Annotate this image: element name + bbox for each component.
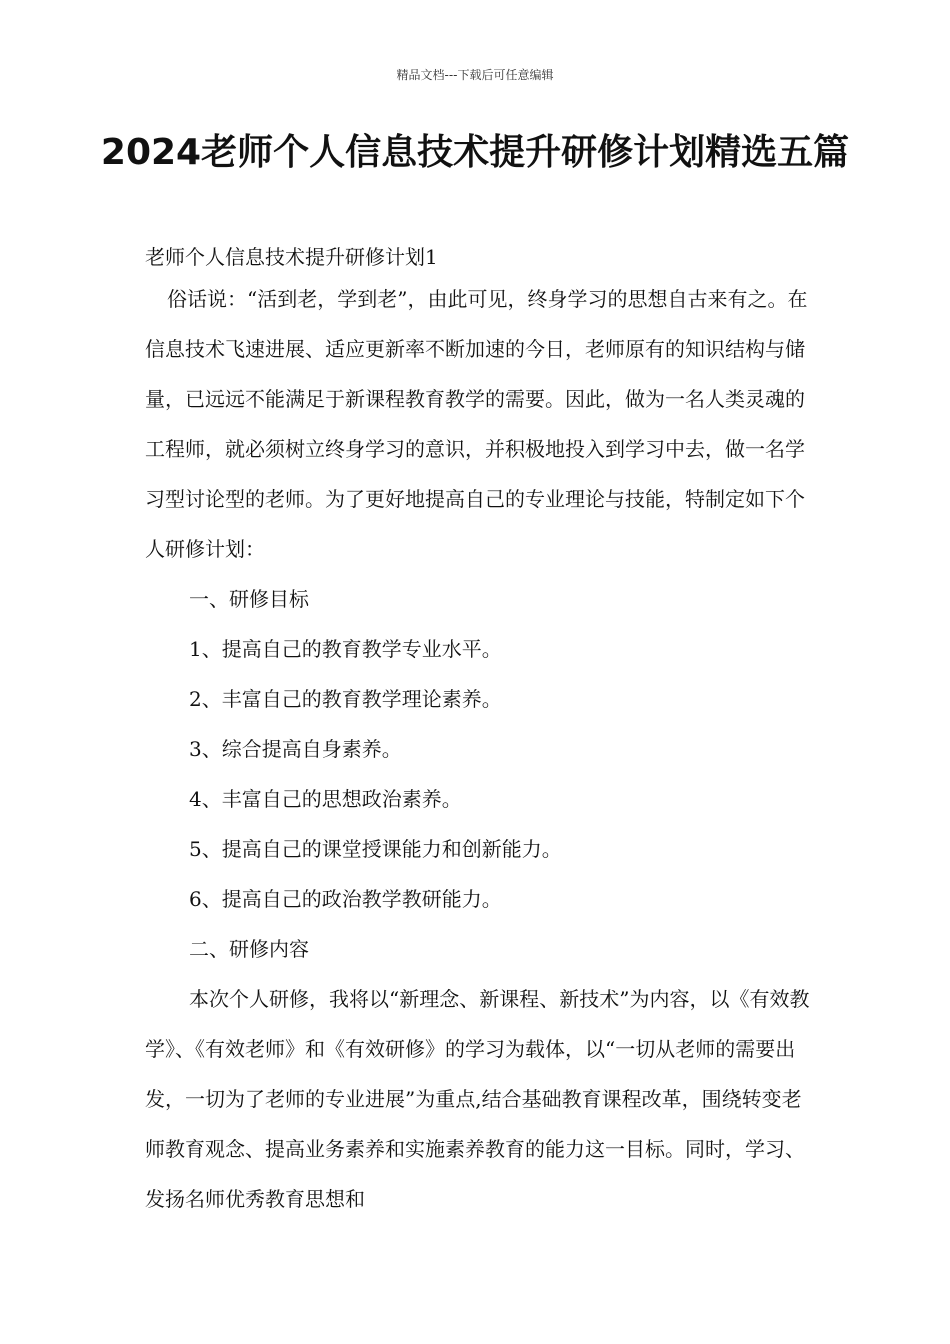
goals-section <box>145 574 815 974</box>
goal-item: 2、丰富自己的教育教学理论素养。 <box>189 687 502 711</box>
goal-item: 4、丰富自己的思想政治素养。 <box>189 787 462 811</box>
document-subtitle: 老师个人信息技术提升研修计划1 <box>145 245 438 269</box>
goal-item: 1、提高自己的教育教学专业水平。 <box>189 637 502 661</box>
goal-item: 5、提高自己的课堂授课能力和创新能力。 <box>189 837 562 861</box>
document-title: 2024老师个人信息技术提升研修计划精选五篇 <box>100 132 850 173</box>
goal-item: 6、提高自己的政治教学教研能力。 <box>189 887 502 911</box>
content-paragraph: 本次个人研修，我将以“新理念、新课程、新技术”为内容，以《有效教学》、《有效老师》和《有效研修》的学习为载体，以“一切从老师的需要出发，一切为了老师的专业进展”为重点,结合基础教育课程改革，围绕转变老师教育观念、提高业务素养和实施素养教育的能力这一目标。同时，学习、发扬名师优秀教育思想和 <box>145 987 810 1211</box>
goal-item: 3、综合提高自身素养。 <box>189 737 402 761</box>
section-heading-goals: 一、研修目标 <box>189 587 309 611</box>
intro-paragraph: 俗话说：“活到老，学到老”，由此可见，终身学习的思想自古来有之。在信息技术飞速进展、适应更新率不断加速的今日，老师原有的知识结构与储量，已远远不能满足于新课程教育教学的需要。因此，做为一名人类灵魂的工程师，就必须树立终身学习的意识，并积极地投入到学习中去，做一名学习型讨论型的老师。为了更好地提高自己的专业理论与技能，特制定如下个人研修计划： <box>145 287 808 561</box>
header-note: 精品文档---下载后可任意编辑 <box>396 68 554 82</box>
section-heading-content: 二、研修内容 <box>189 937 309 961</box>
